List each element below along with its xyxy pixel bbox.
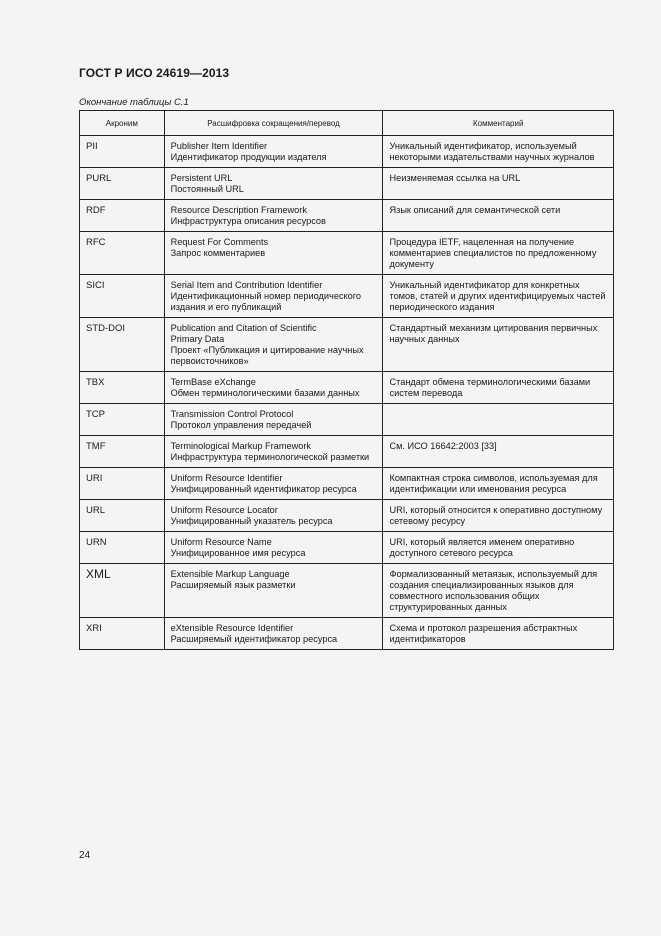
comment-cell: Уникальный идентификатор, используемый некоторыми издательствами научных журналов [383,136,614,168]
expansion-line: Uniform Resource Name [170,537,272,547]
expansion-line: TermBase eXchange [170,377,256,387]
comment-cell: См. ИСО 16642:2003 [33] [383,436,614,468]
expansion-cell [164,618,383,650]
expansion-line: Transmission Control Protocol [170,409,294,419]
table-row [80,372,614,404]
comment-cell: Уникальный идентификатор для конкретных томов, статей и других идентифицируемых частей периодического издания [383,275,614,318]
expansion-cell [164,500,383,532]
acronym-cell: PURL [80,168,165,200]
comment-cell: Стандарт обмена терминологическими базами систем перевода [383,372,614,404]
acronym-cell: URN [80,532,165,564]
acronym-cell: STD-DOI [80,318,165,372]
expansion-line: Постоянный URL [170,184,244,194]
comment-cell: Стандартный механизм цитирования первичных научных данных [383,318,614,372]
expansion-line: Унифицированный указатель ресурса [170,516,333,526]
expansion-line: Extensible Markup Language [170,569,290,579]
acronym-cell: RDF [80,200,165,232]
table-row [80,136,614,168]
expansion-line: Request For Comments [170,237,269,247]
comment-cell: Формализованный метаязык, используемый для создания специализированных языков для совместного использования общих структурированных данных [383,564,614,618]
expansion-line: Запрос комментариев [170,248,266,258]
table-header-row [80,111,614,136]
expansion-cell [164,532,383,564]
comment-cell: Схема и протокол разрешения абстрактных идентификаторов [383,618,614,650]
table-row [80,618,614,650]
expansion-line: Инфраструктура терминологической разметки [170,452,370,462]
expansion-line: Publisher Item Identifier [170,141,268,151]
expansion-cell [164,404,383,436]
comment-cell: URI, который является именем оперативно доступного сетевого ресурса [383,532,614,564]
comment-cell: URI, который относится к оперативно доступному сетевому ресурсу [383,500,614,532]
table-row [80,404,614,436]
expansion-cell [164,168,383,200]
page-title: ГОСТ Р ИСО 24619—2013 [79,66,230,80]
acronym-cell: XRI [80,618,165,650]
expansion-cell [164,275,383,318]
column-header-expansion: Расшифровка сокращения/перевод [164,111,383,136]
comment-cell: Неизменяемая ссылка на URL [383,168,614,200]
page-number: 24 [79,850,91,861]
expansion-line: Проект «Публикация и цитирование научных первоисточников» [170,345,364,366]
expansion-line: eXtensible Resource Identifier [170,623,294,633]
expansion-line: Унифицированный идентификатор ресурса [170,484,357,494]
expansion-line: Terminological Markup Framework [170,441,311,451]
acronym-cell: URI [80,468,165,500]
expansion-line: Serial Item and Contribution Identifier [170,280,323,290]
acronym-cell: XML [80,564,165,618]
expansion-cell [164,318,383,372]
acronym-cell: RFC [80,232,165,275]
table-caption: Окончание таблицы С.1 [79,97,189,108]
comment-cell: Компактная строка символов, используемая для идентификации или именования ресурса [383,468,614,500]
table-row [80,532,614,564]
acronym-cell: TMF [80,436,165,468]
expansion-line: Идентификационный номер периодического издания и его публикаций [170,291,362,312]
acronym-cell: URL [80,500,165,532]
expansion-line: Primary Data [170,334,225,344]
acronym-cell: SICI [80,275,165,318]
expansion-line: Uniform Resource Locator [170,505,278,515]
expansion-cell [164,468,383,500]
expansion-line: Persistent URL [170,173,233,183]
expansion-cell [164,564,383,618]
expansion-cell [164,232,383,275]
column-header-comment: Комментарий [383,111,614,136]
expansion-line: Resource Description Framework [170,205,307,215]
table-row [80,318,614,372]
expansion-line: Инфраструктура описания ресурсов [170,216,326,226]
table-row [80,468,614,500]
comment-cell [383,404,614,436]
table-row [80,564,614,618]
expansion-line: Расширяемый идентификатор ресурса [170,634,338,644]
expansion-cell [164,372,383,404]
table-row [80,436,614,468]
table-row [80,200,614,232]
table-row [80,500,614,532]
expansion-line: Унифицированное имя ресурса [170,548,306,558]
table-row [80,232,614,275]
acronym-cell: TCP [80,404,165,436]
expansion-line: Uniform Resource Identifier [170,473,283,483]
expansion-line: Обмен терминологическими базами данных [170,388,360,398]
expansion-cell [164,200,383,232]
expansion-cell [164,436,383,468]
table-row [80,275,614,318]
comment-cell: Процедура IETF, нацеленная на получение комментариев специалистов по предложенному документу [383,232,614,275]
table-row [80,168,614,200]
acronym-cell: PII [80,136,165,168]
acronym-cell: TBX [80,372,165,404]
column-header-acronym: Акроним [80,111,165,136]
expansion-line: Расширяемый язык разметки [170,580,296,590]
expansion-cell [164,136,383,168]
abbreviations-table [79,110,614,650]
comment-cell: Язык описаний для семантической сети [383,200,614,232]
expansion-line: Протокол управления передачей [170,420,312,430]
expansion-line: Publication and Citation of Scientific [170,323,317,333]
expansion-line: Идентификатор продукции издателя [170,152,327,162]
